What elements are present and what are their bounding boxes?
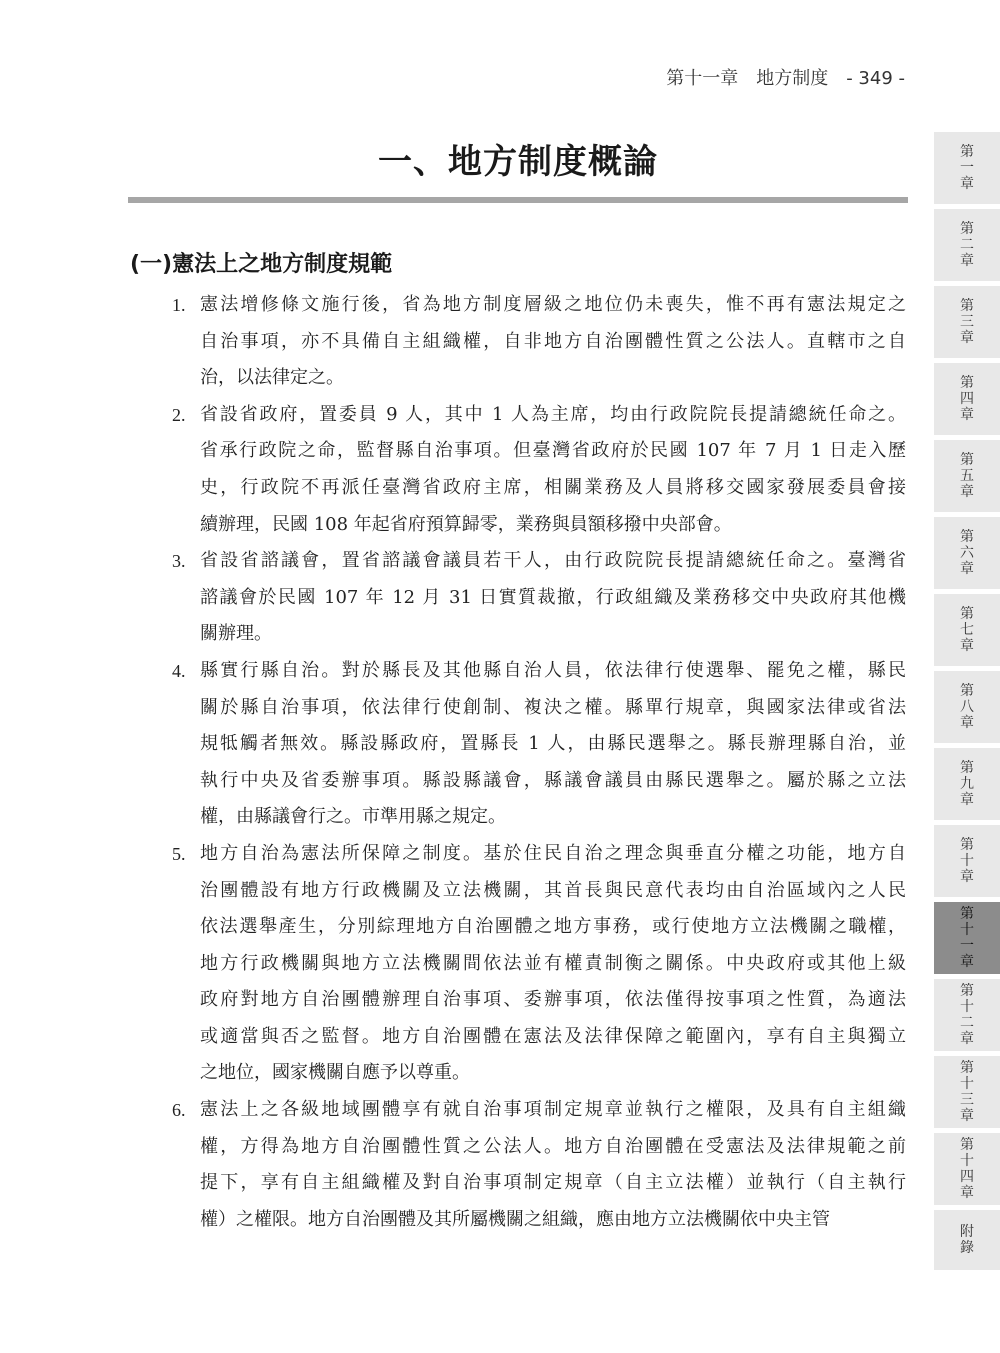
chapter-tab-char: 九 (960, 776, 974, 792)
chapter-tab-char: 章 (960, 792, 974, 808)
chapter-tab-char: 二 (960, 1015, 974, 1031)
chapter-tab-char: 章 (960, 561, 974, 577)
chapter-tab[interactable] (934, 594, 1000, 666)
chapter-tab-char: 一 (960, 938, 974, 954)
list-item (172, 287, 906, 397)
chapter-tab-char: 六 (960, 545, 974, 561)
list-item-line: 或適當與否之監督。地方自治團體在憲法及法律保障之範圍內，享有自主與獨立 (200, 1025, 906, 1047)
list-item-line: 關於縣自治事項，依法律行使創制、複決之權。縣單行規章，與國家法律或省法 (200, 696, 906, 718)
chapter-tab-char: 二 (960, 237, 974, 253)
running-head (600, 64, 905, 90)
chapter-tab-char: 第 (960, 144, 974, 160)
chapter-tab[interactable] (934, 979, 1000, 1051)
list-item (172, 1092, 906, 1238)
list-item-line: 憲法增修條文施行後，省為地方制度層級之地位仍未喪失，惟不再有憲法規定之 (200, 294, 906, 315)
list-item-line: 權，由縣議會行之。市準用縣之規定。 (200, 806, 506, 828)
chapter-tab-char: 章 (960, 1031, 974, 1047)
chapter-tab-char: 第 (960, 760, 974, 776)
chapter-tab[interactable] (934, 1210, 1000, 1270)
chapter-tab-char: 三 (960, 1092, 974, 1108)
chapter-tab-char: 章 (960, 407, 974, 423)
chapter-tab-char: 章 (960, 954, 974, 970)
list-item-number: 3. (172, 551, 186, 572)
running-head-chapter: 第十一章 (666, 68, 739, 89)
list-item-line: 續辦理，民國 108 年起省府預算歸零，業務與員額移撥中央部會。 (200, 513, 732, 535)
list-item-line: 依法選舉產生，分別綜理地方自治團體之地方事務，或行使地方立法機關之職權， (200, 916, 906, 938)
chapter-tab-char: 章 (960, 176, 974, 192)
chapter-tab-char: 十 (960, 1153, 974, 1169)
list-item-line: 省承行政院之命，監督縣自治事項。但臺灣省政府於民國 107 年 7 月 1 日走入歷 (200, 440, 906, 462)
list-item-line: 自治事項，亦不具備自主組織權，自非地方自治團體性質之公法人。直轄市之自 (200, 330, 906, 352)
chapter-tab-char: 一 (960, 160, 974, 176)
section-heading: (一)憲法上之地方制度規範 (130, 252, 393, 277)
list-item-line: 權）之權限。地方自治團體及其所屬機關之組織，應由地方立法機關依中央主管 (200, 1208, 830, 1230)
chapter-tab-char: 十 (960, 853, 974, 869)
chapter-tab-char: 第 (960, 221, 974, 237)
chapter-tab[interactable] (934, 209, 1000, 281)
list-item (172, 836, 906, 1092)
list-item-number: 5. (172, 843, 186, 864)
chapter-tab-char: 第 (960, 683, 974, 699)
chapter-tab-char: 第 (960, 606, 974, 622)
list-item-number: 4. (172, 660, 186, 681)
chapter-tab-char: 章 (960, 869, 974, 885)
chapter-tab-char: 七 (960, 622, 974, 638)
list-item-number: 2. (172, 404, 186, 425)
chapter-title: 一、地方制度概論 (378, 142, 658, 182)
chapter-tab-char: 三 (960, 314, 974, 330)
chapter-tab[interactable] (934, 825, 1000, 897)
page-number: - 349 - (846, 68, 905, 89)
chapter-tab-char: 錄 (960, 1240, 974, 1256)
list-item-line: 地方自治為憲法所保障之制度。基於住民自治之理念與垂直分權之功能，地方自 (200, 842, 906, 864)
chapter-tabs (934, 132, 1000, 1275)
list-item-line: 規牴觸者無效。縣設縣政府，置縣長 1 人，由縣民選舉之。縣長辦理縣自治，並 (200, 733, 906, 755)
chapter-tab-char: 章 (960, 1185, 974, 1201)
chapter-tab-char: 第 (960, 983, 974, 999)
list-item-line: 之地位，國家機關自應予以尊重。 (200, 1062, 470, 1084)
list-item-line: 提下，享有自主組織權及對自治事項制定規章（自主立法權）並執行（自主執行 (200, 1172, 906, 1194)
list-item (172, 653, 906, 836)
chapter-tab-char: 第 (960, 452, 974, 468)
list-item-line: 諮議會於民國 107 年 12 月 31 日實質裁撤，行政組織及業務移交中央政府其他機 (200, 586, 906, 608)
chapter-tab-char: 章 (960, 638, 974, 654)
chapter-tab-char: 四 (960, 391, 974, 407)
list-item (172, 397, 906, 543)
title-rule (128, 197, 908, 203)
chapter-tab-char: 章 (960, 253, 974, 269)
list-item-line: 省設省諮議會，置省諮議會議員若干人，由行政院院長提請總統任命之。臺灣省 (200, 550, 906, 572)
chapter-tab[interactable] (934, 440, 1000, 512)
body-text (172, 287, 906, 1238)
chapter-tab-char: 十 (960, 1076, 974, 1092)
chapter-tab[interactable] (934, 748, 1000, 820)
list-item-line: 縣實行縣自治。對於縣長及其他縣自治人員，依法律行使選舉、罷免之權，縣民 (200, 659, 906, 681)
chapter-tab-char: 第 (960, 1060, 974, 1076)
chapter-tab-char: 十 (960, 922, 974, 938)
list-item-line: 史，行政院不再派任臺灣省政府主席，相關業務及人員將移交國家發展委員會接 (200, 476, 906, 498)
chapter-tab-char: 第 (960, 837, 974, 853)
list-item-number: 6. (172, 1100, 186, 1121)
chapter-tab-char: 第 (960, 529, 974, 545)
chapter-tab-char: 第 (960, 1137, 974, 1153)
chapter-tab[interactable] (934, 1056, 1000, 1128)
list-item-line: 省設省政府，置委員 9 人，其中 1 人為主席，均由行政院院長提請總統任命之。 (200, 403, 906, 425)
running-head-title: 地方制度 (756, 68, 829, 89)
chapter-tab[interactable] (934, 902, 1000, 974)
chapter-tab-char: 八 (960, 699, 974, 715)
list-item-number: 1. (172, 295, 186, 315)
chapter-tab-char: 章 (960, 484, 974, 500)
chapter-tab-char: 第 (960, 298, 974, 314)
chapter-tab-char: 附 (960, 1224, 974, 1240)
chapter-tab[interactable] (934, 132, 1000, 204)
chapter-tab[interactable] (934, 286, 1000, 358)
list-item-line: 地方行政機關與地方立法機關間依法並有權責制衡之關係。中央政府或其他上級 (200, 952, 906, 974)
chapter-tab-char: 第 (960, 375, 974, 391)
list-item-line: 治，以法律定之。 (200, 367, 344, 389)
list-item-line: 政府對地方自治團體辦理自治事項、委辦事項，依法僅得按事項之性質，為適法 (200, 989, 906, 1011)
chapter-tab-char: 章 (960, 330, 974, 346)
list-item-line: 治團體設有地方行政機關及立法機關，其首長與民意代表均由自治區域內之人民 (200, 879, 906, 901)
chapter-tab[interactable] (934, 671, 1000, 743)
list-item-line: 關辦理。 (200, 623, 272, 645)
list-item-line: 權，方得為地方自治團體性質之公法人。地方自治團體在受憲法及法律規範之前 (200, 1135, 906, 1157)
chapter-tab-char: 第 (960, 906, 974, 922)
chapter-tab[interactable] (934, 1133, 1000, 1205)
chapter-tab-char: 四 (960, 1169, 974, 1185)
chapter-tab-char: 十 (960, 999, 974, 1015)
chapter-tab[interactable] (934, 517, 1000, 589)
list-item-line: 執行中央及省委辦事項。縣設縣議會，縣議會議員由縣民選舉之。屬於縣之立法 (200, 769, 906, 791)
chapter-tab-char: 章 (960, 1108, 974, 1124)
chapter-tab-char: 章 (960, 715, 974, 731)
list-item-line: 憲法上之各級地域團體享有就自治事項制定規章並執行之權限，及具有自主組織 (200, 1099, 906, 1121)
list-item (172, 543, 906, 653)
chapter-tab-char: 五 (960, 468, 974, 484)
chapter-tab[interactable] (934, 363, 1000, 435)
